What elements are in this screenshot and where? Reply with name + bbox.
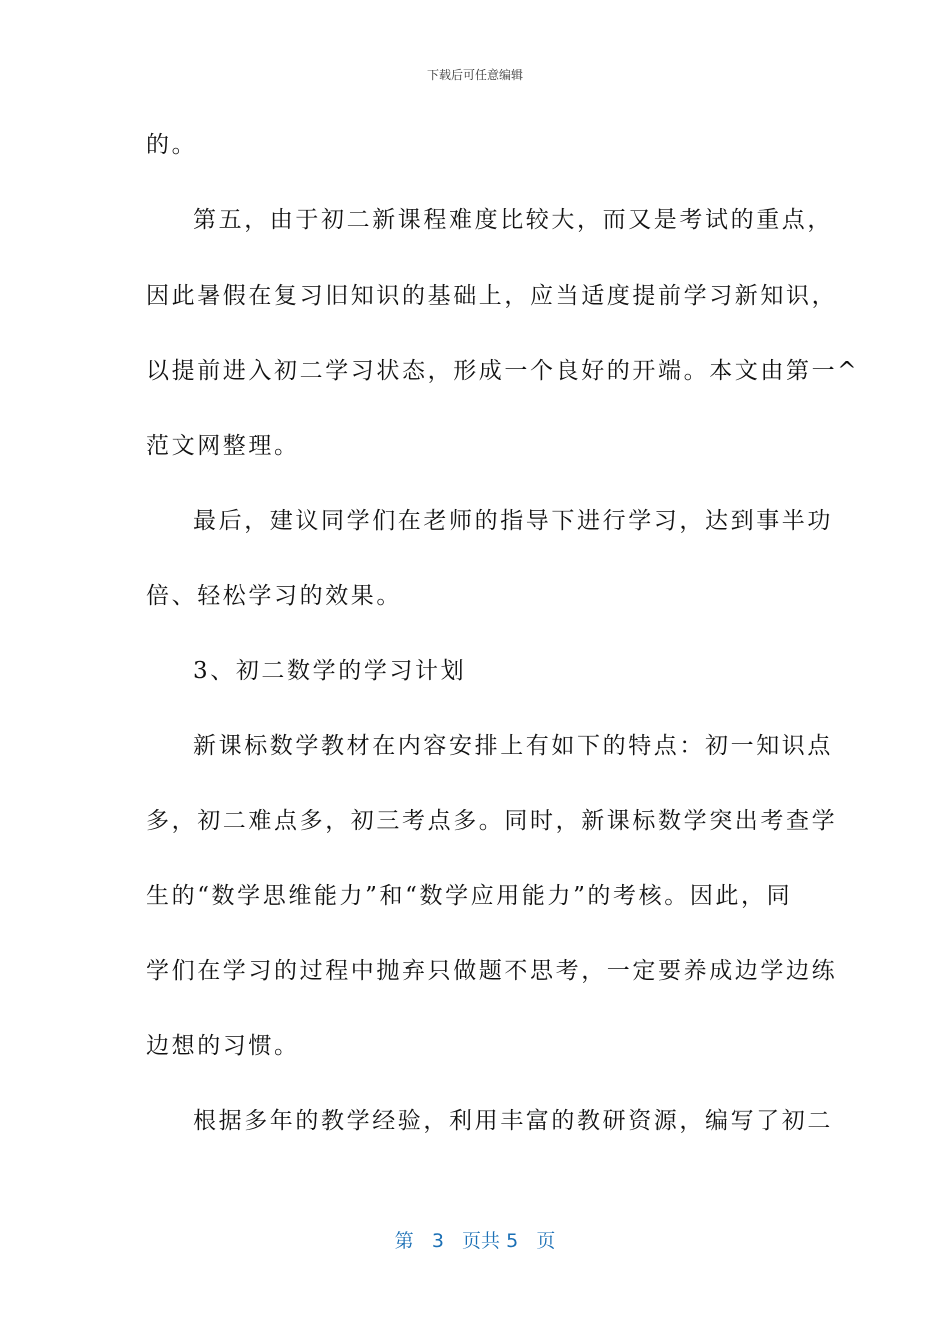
current-page-number: 3	[431, 1230, 444, 1252]
page-label-suffix: 页	[536, 1230, 556, 1252]
text-line: 因此暑假在复习旧知识的基础上，应当适度提前学习新知识，	[146, 283, 838, 309]
text-line: 边想的习惯。	[146, 1033, 300, 1059]
text-line: 新课标数学教材在内容安排上有如下的特点：初一知识点	[193, 733, 833, 759]
text-line: 的。	[146, 132, 198, 158]
text-line: 范文网整理。	[146, 433, 300, 459]
text-line: 学们在学习的过程中抛弃只做题不思考，一定要养成边学边练	[146, 958, 838, 984]
page-label-prefix: 第	[394, 1230, 414, 1252]
page-label-mid: 页共	[462, 1230, 501, 1252]
total-pages-number: 5	[506, 1230, 519, 1252]
page-number-footer	[0, 1226, 950, 1253]
text-line: 以提前进入初二学习状态，形成一个良好的开端。本文由第一^	[146, 358, 860, 384]
text-line: 多，初二难点多，初三考点多。同时，新课标数学突出考查学	[146, 808, 838, 834]
text-line: 第五，由于初二新课程难度比较大，而又是考试的重点，	[193, 207, 833, 233]
page-header-note: 下载后可任意编辑	[426, 68, 523, 82]
section-heading: 3、初二数学的学习计划	[193, 658, 467, 684]
text-line: 根据多年的教学经验，利用丰富的教研资源，编写了初二	[193, 1108, 833, 1134]
text-line: 生的“数学思维能力”和“数学应用能力”的考核。因此，同	[146, 883, 793, 909]
text-line: 倍、轻松学习的效果。	[146, 583, 402, 609]
text-line: 最后，建议同学们在老师的指导下进行学习，达到事半功	[193, 508, 833, 534]
